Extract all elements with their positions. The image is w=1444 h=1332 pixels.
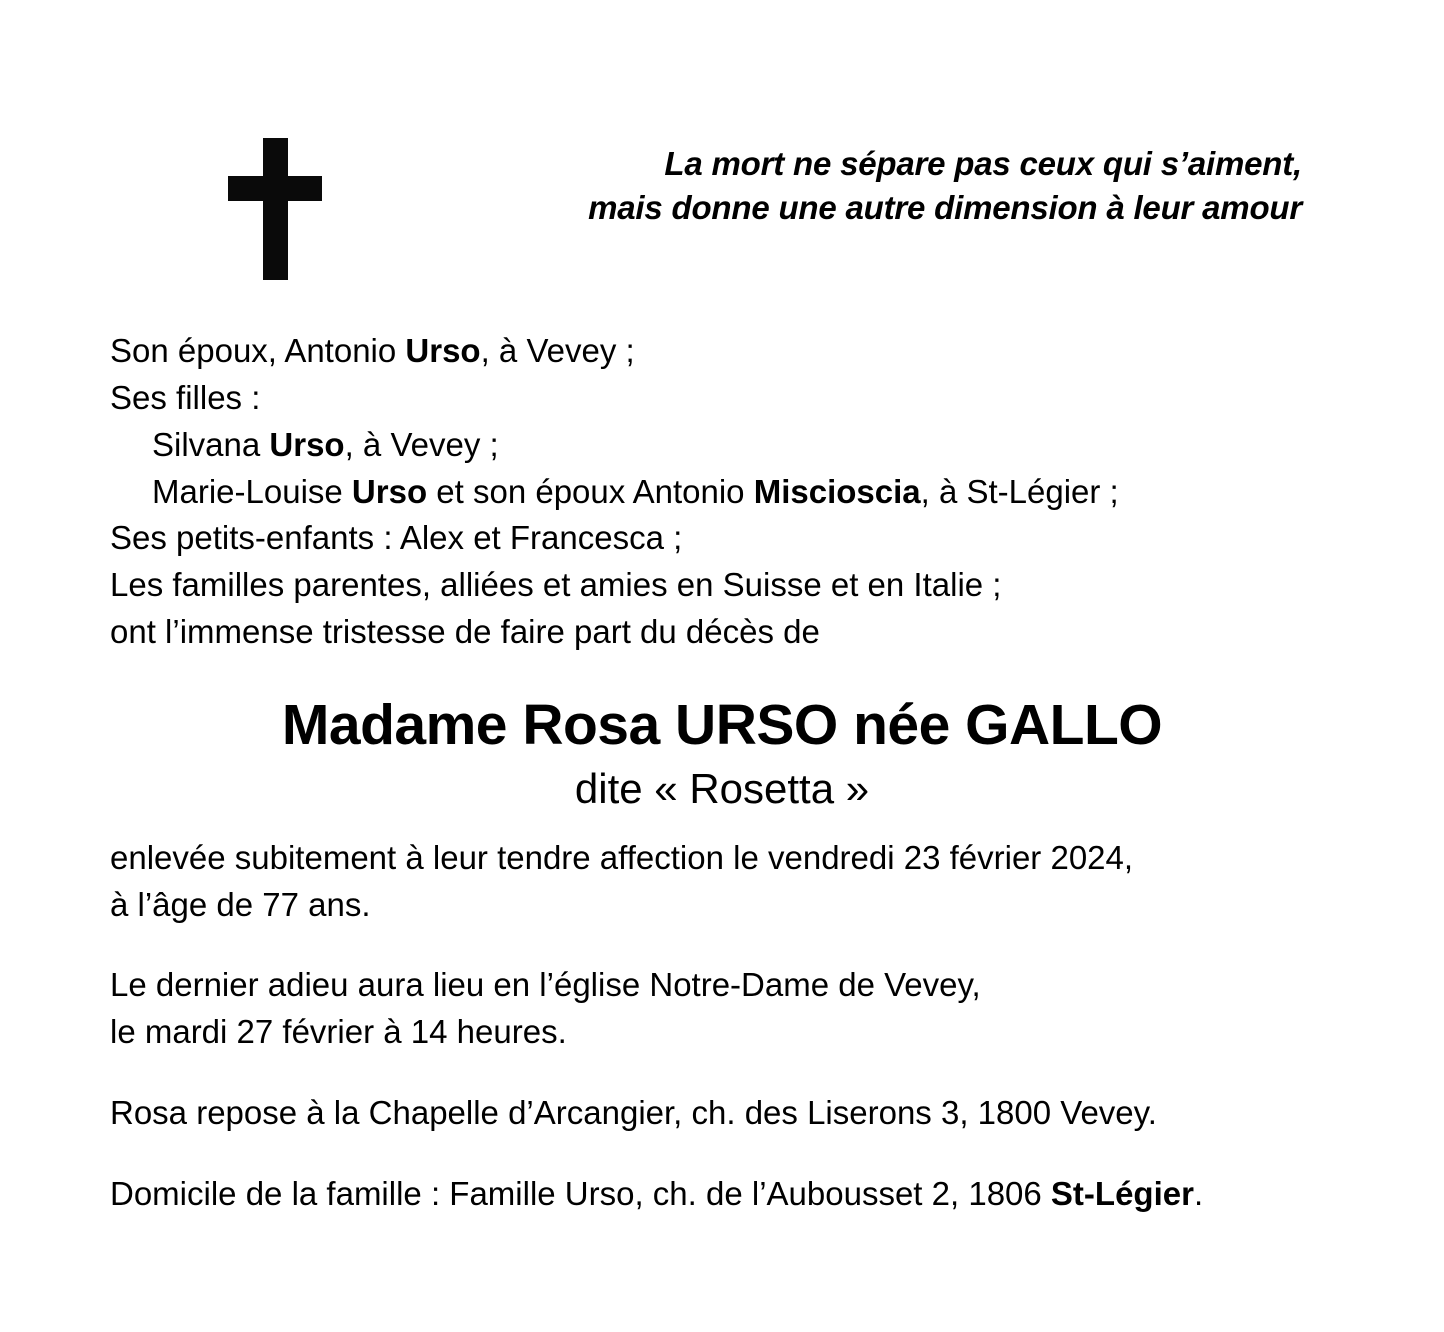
daughter-2-surname: Urso [351,472,428,510]
latin-cross-icon [228,138,322,280]
epigraph [440,120,1334,230]
death-line-1: enlevée subitement à leur tendre affection le vendredi 23 février 2024, [110,838,1134,876]
spouse-line-post: , à Vevey ; [480,332,635,369]
family-address-pre: Domicile de la famille : Famille Urso, ch. de l’Aubousset 2, 1806 [110,1175,1051,1213]
epigraph-line-2: mais donne une autre dimension à leur amour [588,188,1302,226]
spacer-2 [110,1056,1334,1090]
daughter-1-line [110,422,1334,469]
resting-place-line: Rosa repose à la Chapelle d’Arcangier, ch. des Liserons 3, 1800 Vevey. [110,1094,1157,1132]
spouse-line [110,328,1334,375]
death-line-2: à l’âge de 77 ans. [110,885,371,923]
epigraph-line-1: La mort ne sépare pas ceux qui s’aiment, [664,145,1302,182]
deceased-alias: dite « Rosetta » [574,765,870,813]
grandchildren-line: Ses petits-enfants : Alex et Francesca ; [110,519,683,557]
ceremony-line-1: Le dernier adieu aura lieu en l’église Notre-Dame de Vevey, [110,966,981,1004]
family-address-place: St-Légier [1050,1175,1194,1213]
notice-header [0,0,1444,280]
announcement-line: ont l’immense tristesse de faire part du décès de [110,613,820,651]
daughter-2-husband-surname: Miscioscia [753,472,921,510]
spacer-1 [110,928,1334,962]
family-address-line [110,1171,1334,1218]
daughter-1-post: , à Vevey ; [344,425,499,463]
family-address-post: . [1193,1175,1204,1213]
ceremony-line-2: le mardi 27 février à 14 heures. [110,1013,567,1051]
daughter-2-pre: Marie-Louise [152,472,352,510]
daughter-2-line [110,469,1334,516]
deceased-name-block [110,692,1334,817]
spouse-line-pre: Son époux, Antonio [110,332,406,369]
daughter-2-post: , à St-Légier ; [920,472,1119,510]
spacer-3 [110,1137,1334,1171]
daughter-1-pre: Silvana [152,425,270,463]
spouse-surname: Urso [405,332,481,369]
daughter-2-mid: et son époux Antonio [427,472,754,510]
deceased-name: Madame Rosa URSO née GALLO [281,693,1163,758]
daughter-1-surname: Urso [269,425,345,463]
daughters-label: Ses filles : [110,378,261,416]
notice-body [0,328,1444,1218]
cross-icon-container [110,120,440,280]
families-line: Les familles parentes, alliées et amies en Suisse et en Italie ; [110,566,1002,604]
